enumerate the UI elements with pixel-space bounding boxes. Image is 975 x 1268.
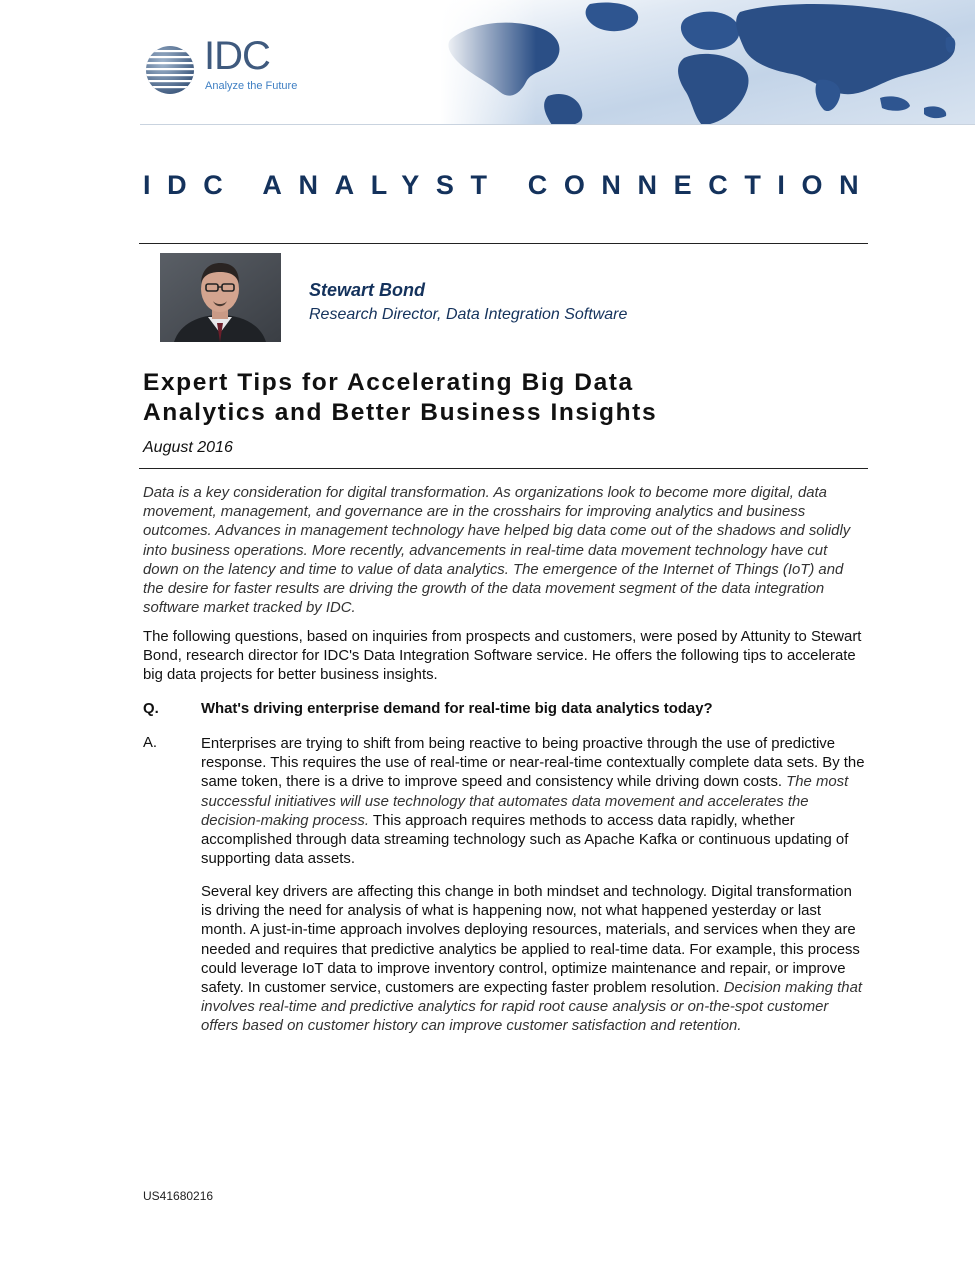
world-map-banner bbox=[440, 0, 975, 125]
answer-p1-text-a: Enterprises are trying to shift from being reactive to being proactive through the use of predictive response. This requires the use of real-time or near-real-time contextually complete data sets. By the same token, there is a drive to improve speed and consistency while driving down costs. bbox=[201, 736, 865, 791]
intro-paragraph: Data is a key consideration for digital transformation. As organizations look to become more digital, data movement, management, and governance are in the crosshairs for improving analytics and business outcomes. Advances in management technology have helped big data come out of the shadows and solidly into business operations. More recently, advancements in real-time data movement technology have cut down on the latency and time to value of data analytics. The emergence of the Internet of Things (IoT) and the desire for faster results are driving the growth of the data movement segment of the data integration software market tracked by IDC. bbox=[143, 485, 851, 617]
author-photo bbox=[160, 253, 281, 342]
author-name: Stewart Bond bbox=[309, 280, 426, 300]
document-title-line-1: Expert Tips for Accelerating Big Data bbox=[143, 369, 634, 396]
lead-paragraph: The following questions, based on inquiries from prospects and customers, were posed by Attunity to Stewart Bond, research director for IDC's Data Integration Software service. He offers the following tips to accelerate big data projects for better business insights. bbox=[143, 629, 862, 684]
header-rule bbox=[140, 124, 975, 125]
answer-p1-italic: The most successful initiatives will use technology that automates data movement and accelerates the decision-making process. bbox=[201, 774, 849, 829]
idc-globe-logo-icon bbox=[140, 44, 200, 96]
document-title-line-2: Analytics and Better Business Insights bbox=[143, 399, 658, 426]
top-divider bbox=[139, 243, 868, 244]
answer-p2-italic: Decision making that involves real-time and predictive analytics for rapid root cause analysis or on-the-spot customer offers based on customer history can improve customer satisfaction and retention. bbox=[201, 980, 862, 1035]
answer-label: A. bbox=[143, 735, 158, 751]
author-title: Research Director, Data Integration Software bbox=[309, 306, 628, 323]
answer-p1-text-c: This approach requires methods to access data rapidly, whether accomplished through data streaming technology such as Apache Kafka or continuous updating of supporting data assets. bbox=[201, 812, 849, 868]
answer-paragraph-2 bbox=[201, 883, 866, 1037]
document-id: US41680216 bbox=[143, 1189, 214, 1203]
document-title bbox=[143, 368, 883, 428]
answer-p2-text-a: Several key drivers are affecting this change in both mindset and technology. Digital transformation is driving the need for analysis of what is happening now, not what happened yesterday or last month. A just-in-time approach involves deploying resources, materials, and services when they are needed and requires that predictive analytics be applied to real-time data. For example, this process could leverage IoT data to improve inventory control, optimize maintenance and repair, or improve safety. In customer service, customers are expecting faster problem resolution. bbox=[201, 884, 860, 997]
title-divider bbox=[139, 468, 868, 469]
idc-wordmark: IDC bbox=[204, 34, 270, 78]
document-date: August 2016 bbox=[143, 439, 233, 456]
series-title: IDC ANALYST CONNECTION bbox=[143, 170, 876, 200]
question-text: What's driving enterprise demand for real-time big data analytics today? bbox=[201, 701, 713, 717]
answer-paragraph-1 bbox=[201, 735, 866, 869]
logo-tagline: Analyze the Future bbox=[205, 80, 298, 92]
question-label: Q. bbox=[143, 701, 159, 717]
